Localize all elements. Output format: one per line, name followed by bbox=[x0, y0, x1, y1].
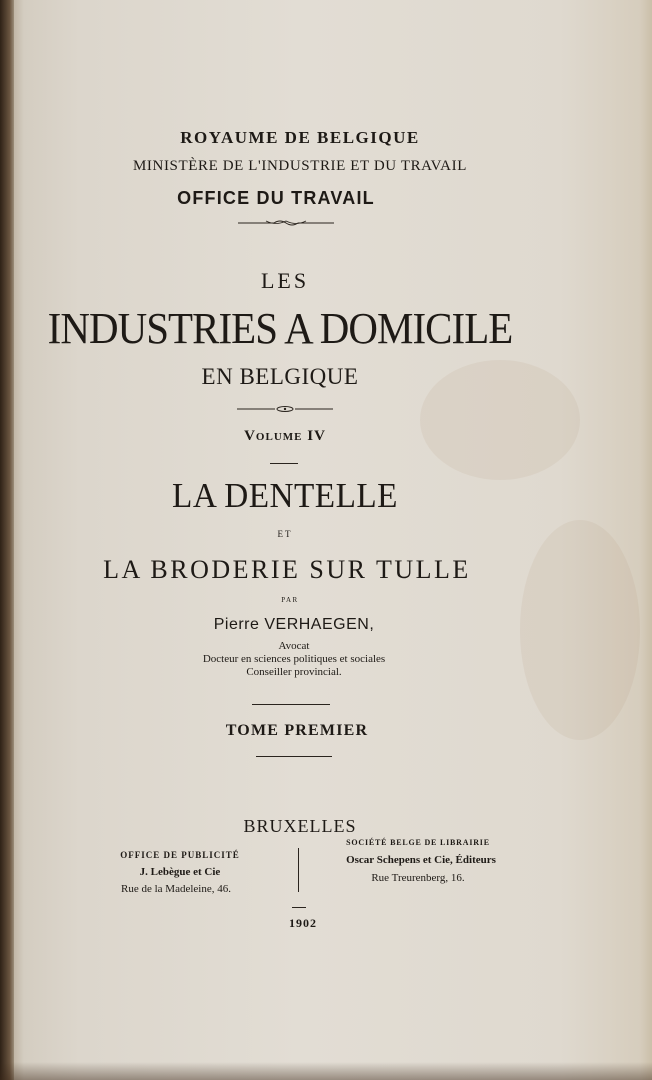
kingdom-line: ROYAUME DE BELGIQUE bbox=[180, 128, 420, 147]
tome-label: TOME PREMIER bbox=[225, 722, 369, 739]
title-sub: EN BELGIQUE bbox=[201, 364, 359, 389]
work-title-1: LA DENTELLE bbox=[172, 476, 398, 515]
imprint-left-line-1: OFFICE DE PUBLICITÉ bbox=[120, 850, 240, 860]
ornament-flourish-icon bbox=[236, 218, 336, 228]
rule-above-tome bbox=[252, 704, 330, 705]
title-les: LES bbox=[260, 268, 310, 293]
page-bottom-shadow bbox=[0, 1062, 652, 1080]
author-role-1: Avocat bbox=[278, 640, 310, 652]
imprint-right-line-1: SOCIÉTÉ BELGE DE LIBRAIRIE bbox=[346, 838, 490, 847]
author-name: Pierre VERHAEGEN, bbox=[213, 616, 375, 633]
work-title-2: LA BRODERIE SUR TULLE bbox=[103, 555, 471, 584]
imprint-year: 1902 bbox=[289, 916, 317, 930]
short-rule-year bbox=[292, 907, 306, 908]
imprint-left-line-3: Rue de la Madeleine, 46. bbox=[121, 883, 231, 895]
office-line: OFFICE DU TRAVAIL bbox=[177, 188, 375, 208]
imprint-divider bbox=[298, 848, 299, 892]
short-rule bbox=[270, 463, 298, 464]
work-et: ET bbox=[277, 529, 293, 539]
work-par: PAR bbox=[281, 596, 299, 604]
author-role-2: Docteur en sciences politiques et sociales bbox=[202, 653, 386, 665]
imprint-city: BRUXELLES bbox=[243, 816, 357, 836]
ornament-divider-icon bbox=[235, 404, 335, 414]
volume-label: Volume IV bbox=[244, 428, 326, 444]
imprint-right-line-2: Oscar Schepens et Cie, Éditeurs bbox=[346, 854, 496, 866]
imprint-right-line-3: Rue Treurenberg, 16. bbox=[371, 872, 465, 884]
ministry-line: MINISTÈRE DE L'INDUSTRIE ET DU TRAVAIL bbox=[133, 158, 467, 174]
author-role-3: Conseiller provincial. bbox=[246, 666, 342, 678]
title-main: INDUSTRIES A DOMICILE bbox=[47, 304, 513, 353]
rule-below-tome bbox=[256, 756, 332, 757]
imprint-left-line-2: J. Lebègue et Cie bbox=[139, 866, 221, 878]
